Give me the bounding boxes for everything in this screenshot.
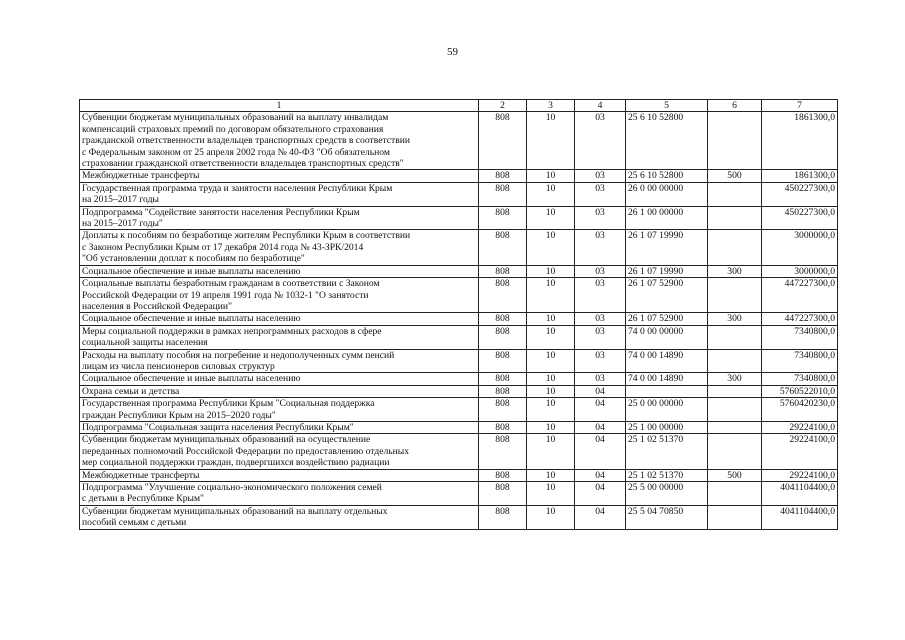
target-article-cell: 26 1 00 00000 [626, 206, 708, 230]
expense-type-cell [708, 325, 762, 349]
item-name-line: на 2015–2017 годы [82, 194, 159, 206]
expense-type-cell [708, 398, 762, 422]
item-name-cell [80, 373, 479, 385]
section-cell: 10 [527, 505, 575, 529]
item-name-cell [80, 469, 479, 481]
item-name-line: Охрана семьи и детства [82, 385, 180, 397]
target-article-cell: 26 1 07 19990 [626, 265, 708, 277]
item-name-line: Российской Федерации от 19 апреля 1991 года № 1032-1 "О занятости [82, 289, 369, 301]
section-cell: 10 [527, 313, 575, 325]
subsection-cell: 04 [575, 434, 626, 469]
header-row [80, 100, 838, 112]
subsection-cell: 04 [575, 482, 626, 506]
item-name-cell [80, 505, 479, 529]
expense-type-cell: 500 [708, 469, 762, 481]
grbs-cell: 808 [479, 421, 527, 433]
section-cell: 10 [527, 482, 575, 506]
section-cell: 10 [527, 182, 575, 206]
amount-cell: 1861300,0 [762, 170, 838, 182]
table-row [80, 206, 838, 230]
item-name-line: социальной защиты населения [82, 337, 208, 349]
table-row [80, 170, 838, 182]
item-name-cell [80, 313, 479, 325]
section-cell: 10 [527, 349, 575, 373]
subsection-cell: 03 [575, 206, 626, 230]
grbs-cell: 808 [479, 313, 527, 325]
subsection-cell: 03 [575, 278, 626, 313]
item-name-line: Меры социальной поддержки в рамках непрограммных расходов в сфере [82, 325, 382, 337]
expense-type-cell [708, 482, 762, 506]
section-cell: 10 [527, 325, 575, 349]
subsection-cell: 04 [575, 469, 626, 481]
grbs-cell: 808 [479, 325, 527, 349]
target-article-cell: 26 1 07 52900 [626, 313, 708, 325]
item-name-line: лицам из числа пенсионеров силовых структур [82, 360, 275, 372]
item-name-line: Межбюджетные трансферты [82, 469, 200, 481]
header-cell: 2 [479, 100, 527, 112]
item-name-line: Социальные выплаты безработным гражданам в соответствии с Законом [82, 278, 380, 290]
expense-type-cell [708, 434, 762, 469]
table-row [80, 421, 838, 433]
expense-type-cell [708, 278, 762, 313]
amount-cell: 447227300,0 [762, 313, 838, 325]
item-name-cell [80, 482, 479, 506]
item-name-cell [80, 265, 479, 277]
section-cell: 10 [527, 278, 575, 313]
target-article-cell: 25 1 02 51370 [626, 434, 708, 469]
item-name-line: Подпрограмма "Социальная защита населения Республики Крым" [82, 421, 354, 433]
table-row [80, 434, 838, 469]
target-article-cell: 25 6 10 52800 [626, 112, 708, 170]
expense-type-cell [708, 112, 762, 170]
item-name-cell [80, 398, 479, 422]
header-cell: 1 [80, 100, 479, 112]
budget-table [79, 99, 838, 530]
header-cell: 3 [527, 100, 575, 112]
table-row [80, 182, 838, 206]
target-article-cell: 74 0 00 14890 [626, 373, 708, 385]
target-article-cell: 74 0 00 14890 [626, 349, 708, 373]
item-name-cell [80, 170, 479, 182]
table-row [80, 505, 838, 529]
section-cell: 10 [527, 112, 575, 170]
item-name-cell [80, 278, 479, 313]
target-article-cell: 74 0 00 00000 [626, 325, 708, 349]
subsection-cell: 03 [575, 112, 626, 170]
page-number: 59 [447, 46, 458, 58]
subsection-cell: 03 [575, 182, 626, 206]
table-row [80, 112, 838, 170]
header-cell: 4 [575, 100, 626, 112]
item-name-cell [80, 182, 479, 206]
item-name-line: Субвенции бюджетам муниципальных образований на выплату отдельных [82, 505, 388, 517]
target-article-cell: 25 5 04 70850 [626, 505, 708, 529]
item-name-line: Государственная программа труда и занятости населения Республики Крым [82, 182, 393, 194]
item-name-line: Социальное обеспечение и иные выплаты населению [82, 265, 301, 277]
item-name-line: Расходы на выплату пособия на погребение и недополученных сумм пенсий [82, 349, 395, 361]
expense-type-cell [708, 206, 762, 230]
amount-cell: 29224100,0 [762, 469, 838, 481]
amount-cell: 7340800,0 [762, 349, 838, 373]
expense-type-cell [708, 505, 762, 529]
table-row [80, 325, 838, 349]
header-cell: 6 [708, 100, 762, 112]
grbs-cell: 808 [479, 434, 527, 469]
amount-cell: 450227300,0 [762, 182, 838, 206]
subsection-cell: 03 [575, 325, 626, 349]
section-cell: 10 [527, 206, 575, 230]
subsection-cell: 03 [575, 230, 626, 265]
section-cell: 10 [527, 398, 575, 422]
amount-cell: 4041104400,0 [762, 482, 838, 506]
expense-type-cell [708, 182, 762, 206]
item-name-line: переданных полномочий Российской Федерации по предоставлению отдельных [82, 445, 410, 457]
grbs-cell: 808 [479, 482, 527, 506]
table-row [80, 469, 838, 481]
amount-cell: 3000000,0 [762, 230, 838, 265]
item-name-cell [80, 206, 479, 230]
table-row [80, 278, 838, 313]
subsection-cell: 04 [575, 505, 626, 529]
item-name-line: на 2015–2017 годы" [82, 218, 163, 230]
amount-cell: 7340800,0 [762, 373, 838, 385]
section-cell: 10 [527, 230, 575, 265]
item-name-line: компенсаций страховых премий по договорам обязательного страхования [82, 123, 384, 135]
target-article-cell: 26 1 07 19990 [626, 230, 708, 265]
section-cell: 10 [527, 265, 575, 277]
item-name-line: Социальное обеспечение и иные выплаты населению [82, 313, 301, 325]
target-article-cell [626, 385, 708, 397]
grbs-cell: 808 [479, 112, 527, 170]
grbs-cell: 808 [479, 349, 527, 373]
amount-cell: 447227300,0 [762, 278, 838, 313]
amount-cell: 3000000,0 [762, 265, 838, 277]
table-row [80, 313, 838, 325]
target-article-cell: 25 6 10 52800 [626, 170, 708, 182]
item-name-cell [80, 230, 479, 265]
table-row [80, 373, 838, 385]
amount-cell: 7340800,0 [762, 325, 838, 349]
section-cell: 10 [527, 385, 575, 397]
item-name-cell [80, 349, 479, 373]
item-name-line: с Федеральным законом от 25 апреля 2002 года № 40-ФЗ "Об обязательном [82, 146, 390, 158]
expense-type-cell [708, 421, 762, 433]
section-cell: 10 [527, 469, 575, 481]
item-name-line: Межбюджетные трансферты [82, 170, 200, 182]
item-name-line: с детьми в Республике Крым" [82, 493, 204, 505]
expense-type-cell: 300 [708, 265, 762, 277]
grbs-cell: 808 [479, 505, 527, 529]
item-name-cell [80, 421, 479, 433]
expense-type-cell [708, 230, 762, 265]
header-cell: 5 [626, 100, 708, 112]
target-article-cell: 25 1 02 51370 [626, 469, 708, 481]
item-name-line: гражданской ответственности владельцев транспортных средств в соответствии [82, 135, 411, 147]
expense-type-cell: 300 [708, 313, 762, 325]
section-cell: 10 [527, 170, 575, 182]
expense-type-cell [708, 349, 762, 373]
grbs-cell: 808 [479, 182, 527, 206]
grbs-cell: 808 [479, 469, 527, 481]
amount-cell: 5760420230,0 [762, 398, 838, 422]
item-name-line: Субвенции бюджетам муниципальных образований на осуществление [82, 434, 371, 446]
amount-cell: 29224100,0 [762, 421, 838, 433]
amount-cell: 1861300,0 [762, 112, 838, 170]
grbs-cell: 808 [479, 230, 527, 265]
item-name-cell [80, 385, 479, 397]
amount-cell: 29224100,0 [762, 434, 838, 469]
target-article-cell: 26 0 00 00000 [626, 182, 708, 206]
table-row [80, 349, 838, 373]
subsection-cell: 03 [575, 313, 626, 325]
grbs-cell: 808 [479, 373, 527, 385]
subsection-cell: 03 [575, 349, 626, 373]
subsection-cell: 04 [575, 421, 626, 433]
expense-type-cell: 500 [708, 170, 762, 182]
expense-type-cell: 300 [708, 373, 762, 385]
item-name-line: Подпрограмма "Улучшение социально-экономического положения семей [82, 482, 382, 493]
item-name-line: "Об установлении доплат к пособиям по безработице" [82, 253, 305, 265]
table-row [80, 230, 838, 265]
target-article-cell: 26 1 07 52900 [626, 278, 708, 313]
grbs-cell: 808 [479, 398, 527, 422]
table-row [80, 265, 838, 277]
target-article-cell: 25 0 00 00000 [626, 398, 708, 422]
table-row [80, 482, 838, 506]
grbs-cell: 808 [479, 206, 527, 230]
grbs-cell: 808 [479, 170, 527, 182]
item-name-line: Доплаты к пособиям по безработице жителям Республики Крым в соответствии [82, 230, 411, 242]
subsection-cell: 03 [575, 170, 626, 182]
table-row [80, 398, 838, 422]
grbs-cell: 808 [479, 265, 527, 277]
item-name-line: с Законом Республики Крым от 17 декабря 2014 года № 43-ЗРК/2014 [82, 241, 364, 253]
section-cell: 10 [527, 421, 575, 433]
grbs-cell: 808 [479, 385, 527, 397]
table-row [80, 385, 838, 397]
target-article-cell: 25 1 00 00000 [626, 421, 708, 433]
item-name-line: населения в Российской Федерации" [82, 300, 232, 312]
item-name-line: мер социальной поддержки граждан, подвергшихся воздействию радиации [82, 457, 390, 469]
subsection-cell: 03 [575, 373, 626, 385]
grbs-cell: 808 [479, 278, 527, 313]
subsection-cell: 04 [575, 385, 626, 397]
section-cell: 10 [527, 373, 575, 385]
item-name-cell [80, 325, 479, 349]
amount-cell: 450227300,0 [762, 206, 838, 230]
item-name-cell [80, 434, 479, 469]
header-cell: 7 [762, 100, 838, 112]
subsection-cell: 03 [575, 265, 626, 277]
table-body [80, 112, 838, 529]
item-name-line: Подпрограмма "Содействие занятости населения Республики Крым [82, 206, 360, 218]
item-name-line: Социальное обеспечение и иные выплаты населению [82, 373, 301, 385]
target-article-cell: 25 5 00 00000 [626, 482, 708, 506]
item-name-line: граждан Республики Крым на 2015–2020 годы" [82, 409, 276, 421]
item-name-line: Субвенции бюджетам муниципальных образований на выплату инвалидам [82, 112, 389, 124]
item-name-line: страховании гражданской ответственности владельцев транспортных средств" [82, 158, 404, 170]
amount-cell: 5760522010,0 [762, 385, 838, 397]
item-name-cell [80, 112, 479, 170]
item-name-line: Государственная программа Республики Крым "Социальная поддержка [82, 398, 375, 410]
expense-type-cell [708, 385, 762, 397]
subsection-cell: 04 [575, 398, 626, 422]
amount-cell: 4041104400,0 [762, 505, 838, 529]
item-name-line: пособий семьям с детьми [82, 517, 187, 529]
section-cell: 10 [527, 434, 575, 469]
